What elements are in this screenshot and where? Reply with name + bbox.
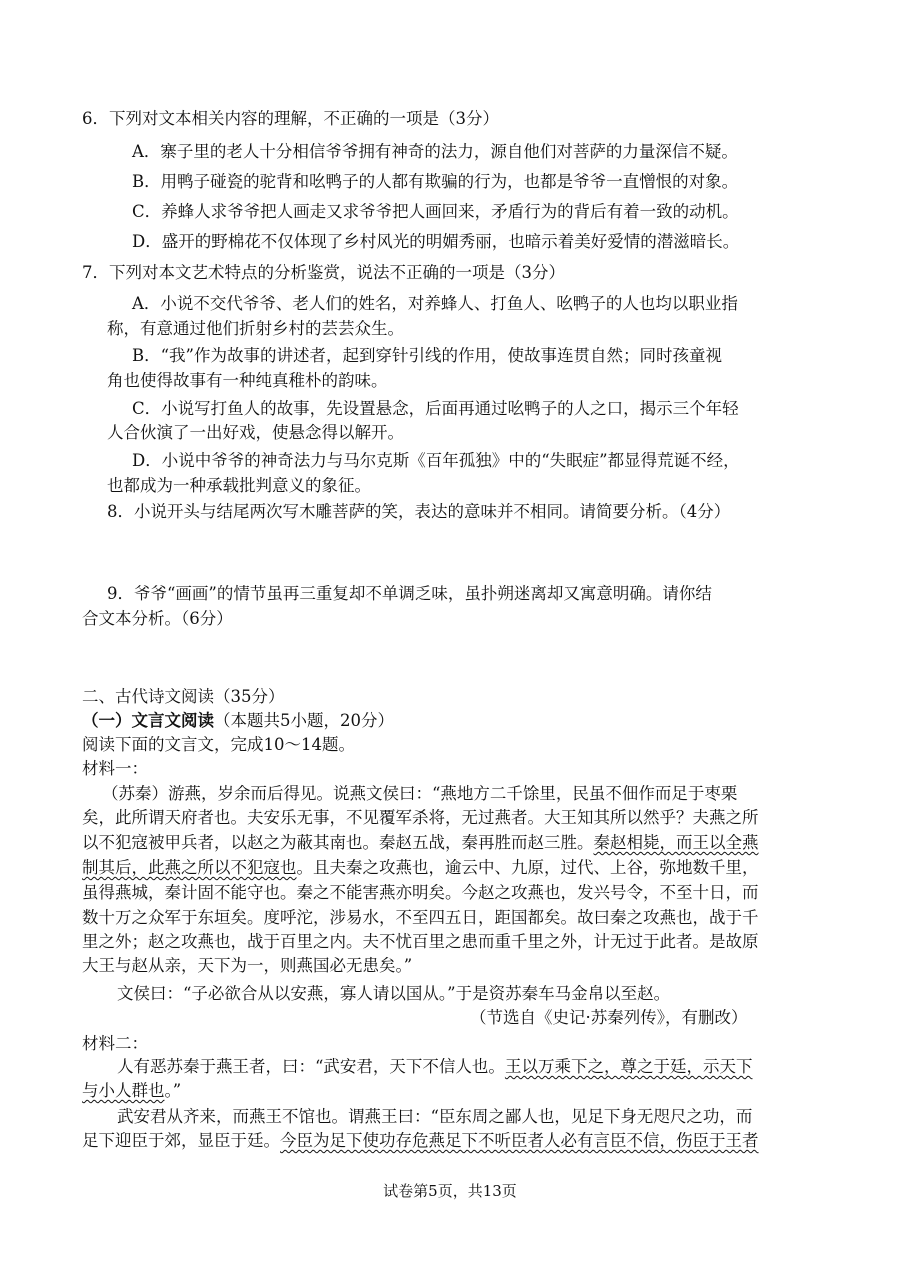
material2-underlined-sentence2: 今臣为足下使功存危燕足下不听臣者人必有言臣不信，伤臣于王者 <box>280 1131 759 1150</box>
page-footer: 试卷第5页，共13页 <box>383 1182 517 1200</box>
q7-option-d-line2: 也都成为一种承载批判意义的象征。 <box>107 476 371 495</box>
q9-stem-line1: 9．爷爷“画画”的情节虽再三重复却不单调乏味，虽扑朔迷离却又寓意明确。请你结 <box>107 584 712 603</box>
material2-label: 材料二： <box>82 1034 148 1053</box>
material1-line4-text: 。且夫秦之攻燕也，逾云中、九原，过代、上谷，弥地数千里， <box>296 858 759 877</box>
section-title: 二、古代诗文阅读（35分） <box>82 687 285 706</box>
material1-line5: 虽得燕城，秦计固不能守也。秦之不能害燕亦明矣。今赵之攻燕也，发兴号令，不至十日，而 <box>82 883 759 902</box>
q6-stem: 6．下列对文本相关内容的理解，不正确的一项是（3分） <box>82 109 499 128</box>
q6-option-d: D．盛开的野棉花不仅体现了乡村风光的明媚秀丽，也暗示着美好爱情的潜滋暗长。 <box>132 232 740 251</box>
q7-option-c-line1: C．小说写打鱼人的故事，先设置悬念，后面再通过吆鸭子的人之口，揭示三个年轻 <box>132 399 739 418</box>
material2-underlined-sentence1-part1: 王以万乘下之，尊之于廷，示天下 <box>504 1057 753 1076</box>
material1-line3 <box>82 832 759 854</box>
q7-option-d-line1: D．小说中爷爷的神奇法力与马尔克斯《百年孤独》中的“失眠症”都显得荒诞不经， <box>132 451 740 470</box>
q7-option-b-line2: 角也使得故事有一种纯真稚朴的韵味。 <box>107 371 388 390</box>
q7-option-a-line2: 称，有意通过他们折射乡村的芸芸众生。 <box>107 319 404 338</box>
material2-line4 <box>82 1130 759 1152</box>
reading-instruction: 阅读下面的文言文，完成10～14题。 <box>82 735 355 754</box>
material2-line1 <box>117 1056 752 1078</box>
subsection-title-note: （本题共5小题，20分） <box>214 711 394 730</box>
material2-underlined-sentence1-part2: 与小人群也 <box>82 1081 165 1100</box>
material1-label: 材料一： <box>82 759 148 778</box>
q7-option-b-line1: B．“我”作为故事的讲述者，起到穿针引线的作用，使故事连贯自然；同时孩童视 <box>132 346 722 365</box>
q7-option-c-line2: 人合伙演了一出好戏，使悬念得以解开。 <box>107 423 404 442</box>
material1-line3-text: 以不犯寇被甲兵者，以赵之为蔽其南也。秦赵五战，秦再胜而赵三胜。 <box>82 833 594 852</box>
material1-line1: （苏秦）游燕，岁余而后得见。说燕文侯曰：“燕地方二千馀里，民虽不佃作而足于枣栗 <box>102 784 738 803</box>
material1-line7: 里之外；赵之攻燕也，战于百里之内。夫不忧百里之患而重千里之外，计无过于此者。是故原 <box>82 932 759 951</box>
q6-option-c: C．养蜂人求爷爷把人画走又求爷爷把人画回来，矛盾行为的背后有着一致的动机。 <box>132 202 739 221</box>
material1-underlined-sentence-part2: 制其后，此燕之所以不犯寇也 <box>82 858 297 877</box>
material1-line4 <box>82 857 759 879</box>
subsection-title <box>82 710 394 732</box>
material1-para2: 文侯曰：“子必欲合从以安燕，寡人请以国从。”于是资苏秦车马金帛以至赵。 <box>117 984 671 1003</box>
subsection-title-bold: （一）文言文阅读 <box>82 711 214 730</box>
material2-line3: 武安君从齐来，而燕王不馆也。谓燕王曰：“臣东周之鄙人也，见足下身无咫尺之功，而 <box>117 1107 753 1126</box>
material2-line2 <box>82 1080 181 1102</box>
material1-underlined-sentence-part1: 秦赵相毙，而王以全燕 <box>593 833 759 852</box>
q6-option-a: A．寨子里的老人十分相信爷爷拥有神奇的法力，源自他们对菩萨的力量深信不疑。 <box>132 142 738 161</box>
material1-source: （节选自《史记·苏秦列传》，有删改） <box>470 1008 748 1027</box>
material1-line2: 矣，此所谓天府者也。夫安乐无事，不见覆军杀将，无过燕者。大王知其所以然乎？夫燕之所 <box>82 808 759 827</box>
q8-stem: 8．小说开头与结尾两次写木雕菩萨的笑，表达的意味并不相同。请简要分析。（4分） <box>107 502 731 521</box>
q6-option-b: B．用鸭子碰瓷的驼背和吆鸭子的人都有欺骗的行为，也都是爷爷一直憎恨的对象。 <box>132 172 739 191</box>
material2-line4-text: 足下迎臣于郊，显臣于廷。 <box>82 1131 280 1150</box>
q7-stem: 7．下列对本文艺术特点的分析鉴赏，说法不正确的一项是（3分） <box>82 263 565 282</box>
material1-line8: 大王与赵从亲，天下为一，则燕国必无患矣。” <box>82 956 413 975</box>
q7-option-a-line1: A．小说不交代爷爷、老人们的姓名，对养蜂人、打鱼人、吆鸭子的人也均以职业指 <box>132 294 738 313</box>
material1-line6: 数十万之众军于东垣矣。度呼沱，涉易水，不至四五日，距国都矣。故曰秦之攻燕也，战于千 <box>82 908 759 927</box>
material2-line1-text: 人有恶苏秦于燕王者，曰：“武安君，天下不信人也。 <box>117 1057 505 1076</box>
material2-line2-text: 。” <box>164 1081 182 1100</box>
q9-stem-line2: 合文本分析。（6分） <box>82 609 233 628</box>
